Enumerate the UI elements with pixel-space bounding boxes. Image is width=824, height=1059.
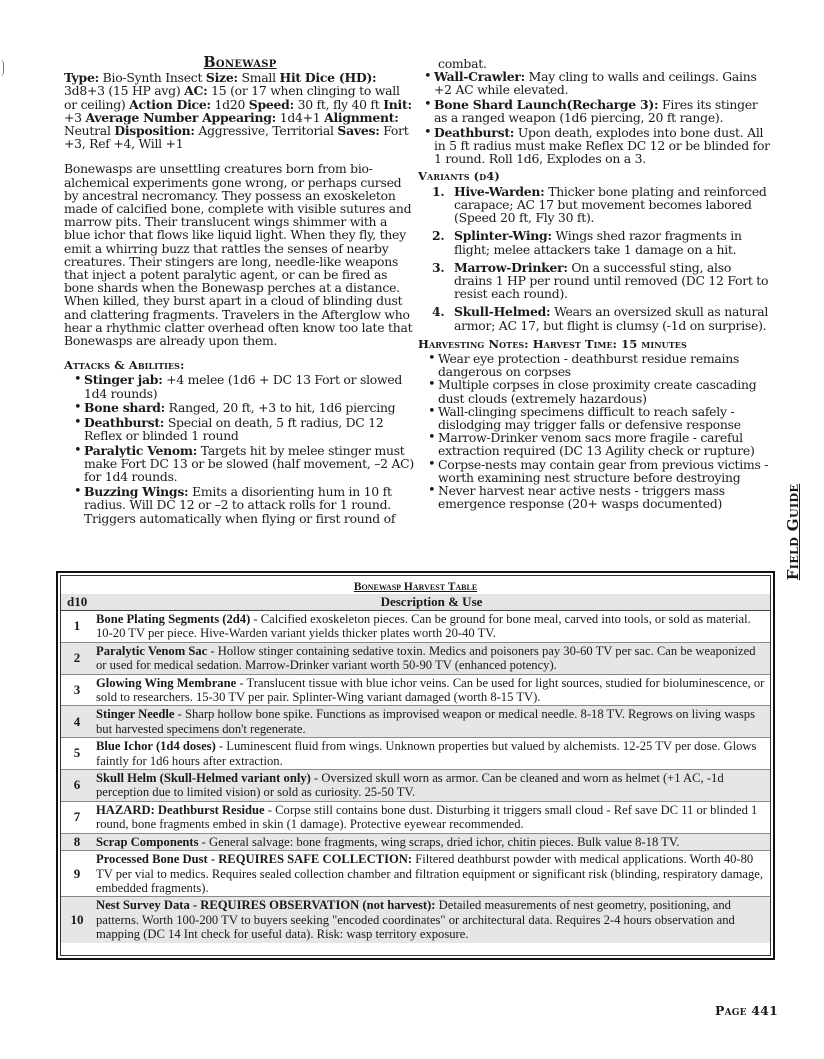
row-item-text: - General salvage: bone fragments, wing scraps, dried ichor, chitin pieces. Bulk value 8-18 TV.: [198, 834, 680, 849]
row-item-name: HAZARD: Deathburst Residue: [96, 802, 265, 817]
variant-text: On a successful sting, also drains 1 HP per round until removed (DC 12 Fort to resist each round).: [454, 259, 769, 302]
ability-item: [424, 98, 770, 124]
left-column: [64, 52, 416, 526]
harvest-note: • Never harvest near active nests - triggers mass emergence response (20+ wasps documented): [428, 484, 770, 510]
stat-value-action-dice: 1d20: [210, 96, 249, 112]
ability-text: May cling to walls and ceilings. Gains +2 AC while elevated.: [434, 69, 757, 98]
attack-item: [74, 401, 416, 414]
table-row: [61, 770, 770, 802]
attack-text: +4 melee (1d6 + DC 13 Fort or slowed 1d4 rounds): [84, 372, 403, 401]
attack-item: [74, 416, 416, 442]
right-column: [418, 57, 770, 511]
row-item-name: Glowing Wing Membrane: [96, 675, 237, 690]
stat-value-type: Bio-Synth Insect: [98, 70, 206, 86]
row-description: [93, 706, 770, 738]
row-roll: 8: [61, 833, 93, 850]
variant-number: 3.: [432, 259, 445, 275]
stat-label-init: Init:: [383, 96, 412, 112]
table-row: [61, 611, 770, 643]
attack-text: Ranged, 20 ft, +3 to hit, 1d6 piercing: [164, 400, 396, 416]
field-guide-tab: [781, 482, 805, 582]
variant-name: Marrow-Drinker:: [454, 259, 568, 275]
harvest-table-frame: [56, 571, 775, 960]
row-item-requirement: - REQUIRES OBSERVATION (not harvest):: [189, 898, 436, 913]
stat-label-ac: AC:: [184, 83, 208, 99]
binding-edge-mark: [0, 60, 4, 76]
stat-label-hd: Hit Dice (HD):: [279, 70, 377, 86]
harvest-note: • Wear eye protection - deathburst residue remains dangerous on corpses: [428, 352, 770, 378]
variant-text: Thicker bone plating and reinforced carapace; AC 17 but movement becomes labored (Speed 20 ft, Fly 30 ft).: [454, 183, 767, 226]
row-description: [93, 897, 770, 943]
stat-label-speed: Speed:: [248, 96, 294, 112]
row-item-name: Paralytic Venom Sac: [96, 643, 208, 658]
variants-heading: Variants (d4): [418, 168, 500, 183]
stat-value-size: Small: [237, 70, 280, 86]
harvest-note: • Marrow-Drinker venom sacs more fragile - careful extraction required (DC 13 Agility check or rupture): [428, 431, 770, 457]
row-description: [93, 851, 770, 897]
table-row: [61, 738, 770, 770]
table-row: [61, 897, 770, 943]
row-item-name: Nest Survey Data: [96, 898, 190, 913]
ability-text: Upon death, explodes into bone dust. All in 5 ft radius must make Reflex DC 12 or be blinded for 1 round. Roll 1d6, Explodes on a 3.: [434, 125, 770, 167]
ability-name: Deathburst:: [434, 125, 515, 141]
variant-text: Wears an oversized skull as natural armor; AC 17, but flight is clumsy (-1d on surprise).: [454, 304, 769, 333]
row-item-text: - Hollow stinger containing sedative toxin. Medics and poisoners pay 30-60 TV per sac. Can be weaponized or used for medical sedation. Marrow-Drinker variant worth 50-90 TV (enhanced potency).: [96, 643, 756, 673]
row-item-name: Bone Plating Segments (2d4): [96, 612, 251, 626]
row-item-text: Filtered deathburst powder with medical applications. Worth 40-80 TV per vial to medics. Requires sealed collection chamber and filtration equipment or significant risk (blinding, respiratory damage, embedded fragments).: [96, 852, 764, 895]
stat-value-speed: 30 ft, fly 40 ft: [293, 96, 384, 112]
harvest-table-inner: [60, 575, 771, 956]
variant-item: [432, 185, 770, 225]
row-description: [93, 674, 770, 706]
stat-label-action-dice: Action Dice:: [129, 96, 211, 112]
attack-text: Emits a disorienting hum in 10 ft radius. Will DC 12 or –2 to attack rolls for 1 round. Triggers automatically when flying or first round of: [84, 484, 396, 526]
ability-name: Bone Shard Launch(Recharge 3):: [434, 97, 659, 113]
harvest-note: • Corpse-nests may contain gear from previous victims - worth examining nest structure before destroying: [428, 458, 770, 484]
row-item-text: - Luminescent fluid from wings. Unknown properties but valued by alchemists. 12-25 TV per dose. Glows faintly for 1d6 hours after extraction.: [96, 739, 757, 768]
row-item-text: - Corpse still contains bone dust. Disturbing it triggers small cloud - Ref save DC 11 or blinded 1 round, bone fragments embed in skin (1 damage). Protective eyewear recommended.: [96, 802, 758, 832]
variant-name: Skull-Helmed:: [454, 304, 551, 320]
table-row: [61, 642, 770, 674]
row-roll: 7: [61, 801, 93, 833]
row-item-text: - Sharp hollow bone spike. Functions as improvised weapon or medical needle. 8-18 TV. Regrows on living wasps but harvested specimens don't regenerate.: [96, 707, 755, 736]
variant-item: [432, 305, 770, 331]
ability-item: [424, 70, 770, 96]
variant-item: [432, 229, 770, 255]
row-roll: 10: [61, 897, 93, 943]
attack-name: Stinger jab:: [84, 372, 163, 388]
row-roll: 1: [61, 611, 93, 643]
attack-continuation: combat.: [438, 56, 487, 71]
table-header-row: [61, 594, 770, 611]
column-header-description: Description & Use: [93, 594, 770, 611]
stat-value-disposition: Aggressive, Territorial: [194, 123, 338, 139]
creature-title: Bonewasp: [203, 54, 277, 71]
harvest-note: • Multiple corpses in close proximity create cascading dust clouds (extremely hazardous): [428, 378, 770, 404]
table-row: [61, 706, 770, 738]
row-item-text: Detailed measurements of nest geometry, positioning, and patterns. Worth 100-200 TV to buyers seeking "encoded coordinates" or architectural data. Requires 2-4 hours observation and mapping (DC 14 Int check for useful data). Risk: wasp territory exposure.: [96, 898, 735, 942]
variant-number: 4.: [432, 304, 445, 320]
variant-item: [432, 261, 770, 301]
row-roll: 3: [61, 674, 93, 706]
attack-name: Bone shard:: [84, 400, 165, 416]
stat-label-number-appearing: Average Number Appearing:: [85, 109, 276, 125]
harvesting-notes: [418, 352, 770, 510]
stat-value-ac: 15 (or 17 when clinging to wall or ceiling): [64, 83, 400, 112]
field-guide-label: Field Guide: [784, 483, 802, 581]
row-description: [93, 833, 770, 850]
ability-text: Fires its stinger as a ranged weapon (1d6 piercing, 20 ft range).: [434, 97, 758, 126]
row-description: [93, 738, 770, 770]
page-number: Page 441: [715, 1003, 778, 1018]
stat-value-saves: Fort +3, Ref +4, Will +1: [64, 123, 409, 152]
row-roll: 2: [61, 642, 93, 674]
attack-text: Special on death, 5 ft radius, DC 12 Reflex or blinded 1 round: [84, 415, 384, 444]
stat-label-saves: Saves:: [337, 123, 380, 139]
attacks-list: [64, 373, 416, 524]
row-item-name: Scrap Components: [96, 834, 199, 849]
table-row: [61, 801, 770, 833]
ability-name: Wall-Crawler:: [434, 69, 525, 85]
variant-name: Splinter-Wing:: [454, 228, 552, 244]
stat-label-size: Size:: [205, 70, 238, 86]
row-item-name: Skull Helm (Skull-Helmed variant only): [96, 771, 311, 786]
table-row: [61, 833, 770, 850]
row-item-requirement: - REQUIRES SAFE COLLECTION:: [207, 852, 413, 867]
stat-value-alignment: Neutral: [64, 123, 115, 139]
row-roll: 5: [61, 738, 93, 770]
creature-description: Bonewasps are unsettling creatures born from bio-alchemical experiments gone wrong, or perhaps cursed by ancestral necromancy. They possess an exoskeleton made of calcified bone, complete with visible sutures and marrow pits. Their translucent wings shimmer with a blue ichor that flows like liquid light. When they fly, they emit a whirring buzz that rattles the senses of nearby creatures. Their stingers are long, needle-like weapons that inject a potent paralytic agent, or can be fired as bone shards when the Bonewasp perches at a distance. When killed, they burst apart in a cloud of blinding dust and clattering fragments. Travelers in the Afterglow who hear a rhythmic clatter overhead often know too late that Bonewasps are already upon them.: [64, 161, 413, 349]
attack-name: Buzzing Wings:: [84, 484, 189, 500]
attack-name: Deathburst:: [84, 415, 165, 431]
harvest-note: • Wall-clinging specimens difficult to reach safely - dislodging may trigger falls or defensive response: [428, 405, 770, 431]
attack-item: [74, 373, 416, 399]
stat-label-type: Type:: [64, 70, 99, 86]
abilities-list: [418, 70, 770, 165]
stat-block: [64, 71, 416, 150]
row-roll: 9: [61, 851, 93, 897]
row-item-text: - Calcified exoskeleton pieces. Can be ground for bone meal, carved into tools, or sold as material. 10-20 TV per piece. Hive-Warden variant yields thicker plates worth 20-40 TV.: [96, 612, 751, 641]
row-roll: 4: [61, 706, 93, 738]
row-description: [93, 770, 770, 802]
stat-value-init: +3: [64, 109, 86, 125]
row-roll: 6: [61, 770, 93, 802]
variant-number: 1.: [432, 183, 445, 199]
stat-value-number-appearing: 1d4+1: [276, 109, 325, 125]
column-header-roll: d10: [61, 594, 93, 611]
table-row: [61, 851, 770, 897]
attack-item: [74, 485, 416, 525]
row-item-name: Stinger Needle: [96, 707, 175, 722]
attack-item: [74, 444, 416, 484]
row-description: [93, 611, 770, 643]
attack-text: Targets hit by melee stinger must make Fort DC 13 or be slowed (half movement, –2 AC) for 1d4 rounds.: [84, 442, 414, 485]
attack-name: Paralytic Venom:: [84, 442, 198, 458]
stat-label-alignment: Alignment:: [324, 109, 399, 125]
row-description: [93, 642, 770, 674]
stat-value-hd: 3d8+3 (15 HP avg): [64, 83, 185, 99]
row-description: [93, 801, 770, 833]
row-item-name: Blue Ichor (1d4 doses): [96, 739, 216, 754]
row-item-text: - Translucent tissue with blue ichor veins. Can be used for light sources, studied for bioluminescence, or sold to researchers. 15-30 TV per pair. Splinter-Wing variant damaged (worth 8-15 TV).: [96, 675, 765, 705]
table-caption: Bonewasp Harvest Table: [353, 581, 478, 593]
harvesting-heading: Harvesting Notes: Harvest Time: 15 minutes: [418, 336, 687, 351]
variant-name: Hive-Warden:: [454, 183, 545, 199]
table-caption-row: [61, 576, 770, 594]
variants-list: [418, 185, 770, 332]
row-item-name: Processed Bone Dust: [96, 852, 208, 867]
stat-label-disposition: Disposition:: [114, 123, 195, 139]
harvest-table: [61, 576, 770, 943]
attacks-heading: Attacks & Abilities:: [64, 358, 185, 373]
variant-number: 2.: [432, 228, 445, 244]
row-item-text: - Oversized skull worn as armor. Can be cleaned and worn as helmet (+1 AC, -1d perception due to limited vision) or sold as curiosity. 25-50 TV.: [96, 771, 724, 800]
table-row: [61, 674, 770, 706]
variant-text: Wings shed razor fragments in flight; melee attackers take 1 damage on a hit.: [454, 228, 742, 257]
ability-item: [424, 126, 770, 166]
